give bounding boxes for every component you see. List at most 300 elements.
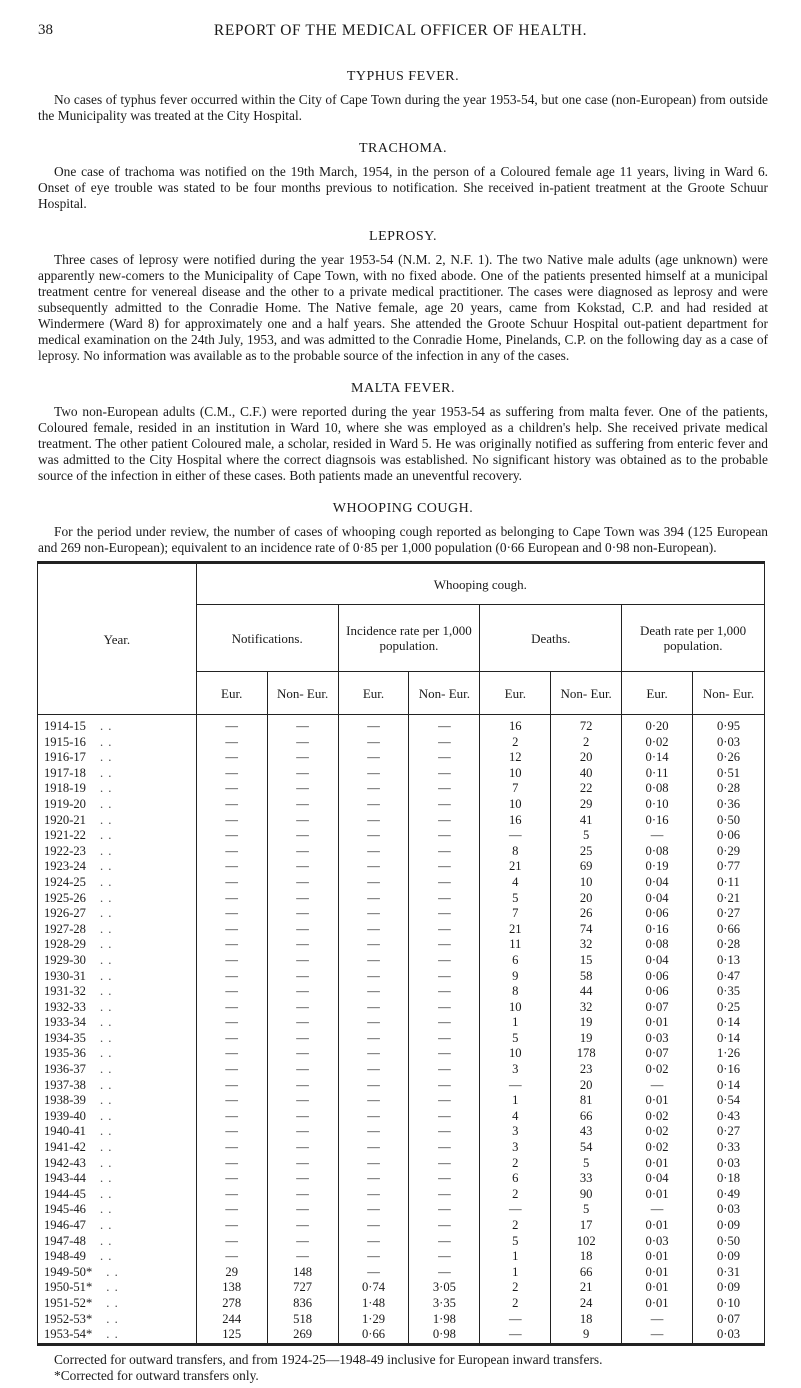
leader-dots: . . — [99, 1155, 113, 1170]
table-cell: 24 — [551, 1296, 622, 1312]
table-cell: — — [480, 1202, 551, 1218]
table-cell: — — [196, 953, 267, 969]
table-cell: — — [338, 984, 409, 1000]
table-cell: — — [267, 891, 338, 907]
table-cell: — — [196, 875, 267, 891]
table-row — [38, 937, 765, 953]
table-cell: 1·26 — [693, 1046, 765, 1062]
year-cell — [38, 1093, 197, 1109]
leader-dots: . . — [99, 984, 113, 999]
table-cell: — — [338, 922, 409, 938]
leader-dots: . . — [106, 1280, 119, 1295]
table-cell: 5 — [551, 828, 622, 844]
table-cell: — — [409, 1078, 480, 1094]
table-cell: — — [196, 781, 267, 797]
table-cell: — — [409, 1000, 480, 1016]
table-cell: — — [409, 891, 480, 907]
table-cell: — — [196, 750, 267, 766]
year-label: 1922-23 — [44, 843, 86, 858]
table-cell: 15 — [551, 953, 622, 969]
table-cell: 0·54 — [693, 1093, 765, 1109]
leader-dots: . . — [99, 1077, 113, 1092]
table-cell: 0·36 — [693, 797, 765, 813]
subheader-deathrate-eur: Eur. — [622, 672, 693, 715]
year-label: 1946-47 — [44, 1218, 86, 1232]
footnotes — [38, 1352, 768, 1384]
table-cell: 0·31 — [693, 1265, 765, 1281]
leader-dots: . . — [99, 1249, 113, 1264]
year-cell — [38, 859, 197, 875]
table-cell: — — [409, 1234, 480, 1250]
table-cell: — — [409, 828, 480, 844]
table-cell: 4 — [480, 875, 551, 891]
table-cell: — — [409, 953, 480, 969]
leader-dots: . . — [99, 1015, 113, 1030]
table-cell: 518 — [267, 1312, 338, 1328]
table-cell: 2 — [480, 1280, 551, 1296]
table-cell: — — [409, 797, 480, 813]
table-cell: 5 — [480, 1234, 551, 1250]
table-cell: 0·01 — [622, 1265, 693, 1281]
table-cell: 0·09 — [693, 1280, 765, 1296]
table-row — [38, 906, 765, 922]
leader-dots: . . — [99, 1218, 113, 1232]
leader-dots: . . — [99, 750, 113, 765]
table-cell: 26 — [551, 906, 622, 922]
table-cell: 21 — [480, 859, 551, 875]
table-cell: 44 — [551, 984, 622, 1000]
table-cell: — — [409, 1187, 480, 1203]
table-cell: — — [480, 828, 551, 844]
leader-dots: . . — [106, 1264, 119, 1279]
table-cell: — — [409, 1202, 480, 1218]
year-cell — [38, 1031, 197, 1047]
section-title: TYPHUS FEVER. — [346, 69, 460, 84]
table-cell: — — [480, 1327, 551, 1344]
table-row — [38, 1156, 765, 1172]
year-label: 1943-44 — [44, 1171, 86, 1186]
table-cell: — — [409, 969, 480, 985]
table-cell: — — [338, 859, 409, 875]
table-row — [38, 828, 765, 844]
table-row — [38, 1202, 765, 1218]
table-cell: 125 — [196, 1327, 267, 1344]
table-cell: 0·50 — [693, 1234, 765, 1250]
leader-dots: . . — [99, 734, 113, 749]
table-cell: — — [338, 750, 409, 766]
subheader-deathrate-non-eur: Non- Eur. — [693, 672, 765, 715]
year-cell — [38, 906, 197, 922]
year-cell — [38, 1046, 197, 1062]
table-row — [38, 1031, 765, 1047]
table-cell: — — [409, 1093, 480, 1109]
table-cell: 43 — [551, 1124, 622, 1140]
table-cell: — — [409, 1062, 480, 1078]
table-row — [38, 735, 765, 751]
year-cell — [38, 715, 197, 735]
page-header — [0, 22, 801, 46]
table-cell: 58 — [551, 969, 622, 985]
table-cell: 0·66 — [693, 922, 765, 938]
year-label: 1949-50* — [44, 1264, 93, 1279]
table-cell: 0·03 — [622, 1234, 693, 1250]
table-cell: — — [338, 1109, 409, 1125]
table-cell: — — [338, 1187, 409, 1203]
table-row — [38, 1093, 765, 1109]
table-cell: 1 — [480, 1249, 551, 1265]
table-cell: — — [338, 1031, 409, 1047]
table-cell: 0·14 — [693, 1015, 765, 1031]
table-row — [38, 1109, 765, 1125]
year-cell — [38, 1202, 197, 1218]
table-cell: — — [267, 859, 338, 875]
year-label: 1918-19 — [44, 781, 86, 796]
table-cell: 33 — [551, 1171, 622, 1187]
table-cell: 0·14 — [622, 750, 693, 766]
table-cell: — — [338, 1078, 409, 1094]
table-cell: 178 — [551, 1046, 622, 1062]
table-row — [38, 1218, 765, 1234]
year-cell — [38, 750, 197, 766]
table-row — [38, 1234, 765, 1250]
table-cell: — — [267, 969, 338, 985]
table-cell: — — [409, 844, 480, 860]
leader-dots: . . — [99, 1030, 113, 1045]
table-cell: 41 — [551, 813, 622, 829]
table-cell: — — [267, 1171, 338, 1187]
table-cell: — — [267, 1140, 338, 1156]
table-cell: 5 — [551, 1202, 622, 1218]
table-cell: — — [480, 1312, 551, 1328]
leader-dots: . . — [99, 1202, 113, 1217]
table-cell: 0·20 — [622, 715, 693, 735]
table-cell: 3 — [480, 1062, 551, 1078]
table-cell: 0·01 — [622, 1156, 693, 1172]
table-cell: 32 — [551, 1000, 622, 1016]
leader-dots: . . — [99, 937, 113, 952]
table-cell: 0·27 — [693, 1124, 765, 1140]
table-cell: — — [338, 1171, 409, 1187]
table-cell: 16 — [480, 813, 551, 829]
year-cell — [38, 953, 197, 969]
table-title: Whooping cough. — [196, 563, 764, 605]
table-cell: 0·29 — [693, 844, 765, 860]
year-label: 1930-31 — [44, 968, 86, 983]
table-cell: 0·02 — [622, 1062, 693, 1078]
table-cell: — — [267, 750, 338, 766]
table-row — [38, 766, 765, 782]
table-cell: 0·02 — [622, 1124, 693, 1140]
table-cell: — — [409, 735, 480, 751]
year-label: 1928-29 — [44, 937, 86, 952]
table-cell: — — [267, 797, 338, 813]
year-cell — [38, 1218, 197, 1234]
table-cell: — — [338, 1140, 409, 1156]
table-cell: — — [267, 1218, 338, 1234]
leader-dots: . . — [99, 843, 113, 858]
table-cell: 0·01 — [622, 1093, 693, 1109]
table-cell: 6 — [480, 953, 551, 969]
table-cell: — — [267, 922, 338, 938]
table-cell: 3 — [480, 1124, 551, 1140]
table-cell: — — [338, 1124, 409, 1140]
table-cell: 0·07 — [693, 1312, 765, 1328]
table-cell: — — [338, 828, 409, 844]
table-cell: — — [409, 750, 480, 766]
table-cell: — — [409, 1171, 480, 1187]
table-cell: 29 — [196, 1265, 267, 1281]
leader-dots: . . — [99, 952, 113, 967]
section-paragraph: Three cases of leprosy were notified during the year 1953-54 (N.M. 2, N.F. 1). The two Native male adults (age unknown) were apparently new-comers to the Municipality of Cape Town, with no fixed abode. One of the patients presented himself at a municipal treatment centre for venereal disease and the other to a private medical practitioner. The cases were diagnosed as leprosy and were subsequently admitted to the Conradie Home. The Native female, age 20 years, came from Kokstad, C.P. and had resided at Windermere (Ward 8) for approximately one and a half years. She attended the Groote Schuur Hospital out-patient department for medical examination on the 24th July, 1953, and was admitted to the Conradie Home, Pinelands, C.P. on the following day as a case of leprosy. No information was available as to the probable source of the infection in any of the cases. — [38, 252, 768, 363]
year-label: 1936-37 — [44, 1062, 86, 1077]
table-cell: 0·16 — [622, 922, 693, 938]
table-cell: — — [338, 937, 409, 953]
table-cell: 0·02 — [622, 1140, 693, 1156]
table-cell: 69 — [551, 859, 622, 875]
table-cell: — — [267, 1202, 338, 1218]
table-row — [38, 875, 765, 891]
year-cell — [38, 1280, 197, 1296]
table-cell: 0·28 — [693, 937, 765, 953]
table-cell: — — [196, 1031, 267, 1047]
table-cell: 0·51 — [693, 766, 765, 782]
table-cell: 0·10 — [693, 1296, 765, 1312]
table-cell: — — [338, 1093, 409, 1109]
table-cell: — — [338, 1265, 409, 1281]
year-cell — [38, 1140, 197, 1156]
table-cell: 1·48 — [338, 1296, 409, 1312]
table-cell: 0·49 — [693, 1187, 765, 1203]
table-cell: — — [338, 735, 409, 751]
table-cell: — — [196, 969, 267, 985]
table-cell: 0·07 — [622, 1046, 693, 1062]
leader-dots: . . — [99, 1093, 113, 1108]
year-cell — [38, 891, 197, 907]
table-cell: 2 — [480, 1156, 551, 1172]
table-row — [38, 781, 765, 797]
table-cell: 0·01 — [622, 1280, 693, 1296]
table-row — [38, 813, 765, 829]
table-cell: 0·66 — [338, 1327, 409, 1344]
table-cell: 0·35 — [693, 984, 765, 1000]
table-cell: 0·16 — [622, 813, 693, 829]
table-cell: 0·07 — [622, 1000, 693, 1016]
table-cell: — — [267, 1234, 338, 1250]
year-label: 1938-39 — [44, 1093, 86, 1108]
table-cell: 6 — [480, 1171, 551, 1187]
table-cell: — — [196, 1140, 267, 1156]
table-cell: 2 — [480, 1187, 551, 1203]
leader-dots: . . — [99, 1124, 113, 1139]
table-cell: — — [196, 715, 267, 735]
table-cell: 0·08 — [622, 844, 693, 860]
section-title: TRACHOMA. — [358, 141, 448, 156]
table-cell: — — [267, 828, 338, 844]
table-cell: 81 — [551, 1093, 622, 1109]
year-cell — [38, 1109, 197, 1125]
footnote: *Corrected for outward transfers only. — [54, 1367, 259, 1383]
year-label: 1929-30 — [44, 952, 86, 967]
table-cell: 7 — [480, 906, 551, 922]
table-cell: — — [338, 797, 409, 813]
table-cell: — — [409, 1140, 480, 1156]
table-cell: 0·74 — [338, 1280, 409, 1296]
section-title: MALTA FEVER. — [351, 381, 455, 396]
year-cell — [38, 1187, 197, 1203]
table-cell: 0·03 — [693, 1327, 765, 1344]
table-row — [38, 1062, 765, 1078]
table-cell: — — [338, 1156, 409, 1172]
table-cell: 727 — [267, 1280, 338, 1296]
table-cell: 0·95 — [693, 715, 765, 735]
table-cell: 0·21 — [693, 891, 765, 907]
table-cell: — — [267, 1031, 338, 1047]
table-cell: 0·06 — [622, 906, 693, 922]
table-cell: — — [338, 1046, 409, 1062]
table-cell: 0·08 — [622, 781, 693, 797]
table-row — [38, 984, 765, 1000]
table-cell: — — [409, 1218, 480, 1234]
table-cell: — — [409, 813, 480, 829]
leader-dots: . . — [99, 874, 113, 889]
table-cell: 22 — [551, 781, 622, 797]
table-row — [38, 891, 765, 907]
table-cell: — — [409, 1156, 480, 1172]
table-cell: 0·47 — [693, 969, 765, 985]
table-row — [38, 859, 765, 875]
table-row — [38, 715, 765, 735]
table-cell: 0·03 — [693, 1202, 765, 1218]
table-row — [38, 969, 765, 985]
year-label: 1921-22 — [44, 828, 86, 843]
section-paragraph: No cases of typhus fever occurred within the City of Cape Town during the year 1953-54, but one case (non-European) from outside the Municipality was treated at the City Hospital. — [38, 92, 768, 123]
table-cell: 25 — [551, 844, 622, 860]
table-cell: — — [409, 1109, 480, 1125]
year-cell — [38, 1000, 197, 1016]
table-cell: — — [338, 715, 409, 735]
table-cell: — — [409, 1046, 480, 1062]
leader-dots: . . — [99, 859, 113, 874]
table-cell: 1 — [480, 1093, 551, 1109]
table-body — [38, 715, 765, 1345]
table-row — [38, 1265, 765, 1281]
year-label: 1953-54* — [44, 1327, 93, 1342]
table-cell: 0·43 — [693, 1109, 765, 1125]
table-cell: 23 — [551, 1062, 622, 1078]
table-cell: 72 — [551, 715, 622, 735]
table-cell: — — [267, 1124, 338, 1140]
table-cell: 269 — [267, 1327, 338, 1344]
table-cell: 0·06 — [622, 984, 693, 1000]
table-cell: — — [196, 906, 267, 922]
table-cell: 0·13 — [693, 953, 765, 969]
table-cell: 0·98 — [409, 1327, 480, 1344]
table-cell: 0·33 — [693, 1140, 765, 1156]
table-cell: 10 — [480, 766, 551, 782]
group-header-deaths: Deaths. — [480, 605, 622, 672]
table-cell: — — [196, 1046, 267, 1062]
table-cell: 8 — [480, 984, 551, 1000]
section-paragraph: One case of trachoma was notified on the 19th March, 1954, in the person of a Coloured female age 11 years, living in Ward 6. Onset of eye trouble was stated to be four months previous to notification. She received in-patient treatment at the Groote Schuur Hospital. — [38, 164, 768, 211]
year-label: 1947-48 — [44, 1233, 86, 1248]
subheader-notif-eur: Eur. — [196, 672, 267, 715]
table-cell: — — [338, 1249, 409, 1265]
table-cell: — — [196, 922, 267, 938]
year-cell — [38, 735, 197, 751]
table-cell: — — [196, 813, 267, 829]
leader-dots: . . — [99, 1171, 113, 1186]
year-label: 1919-20 — [44, 796, 86, 811]
table-cell: — — [622, 1327, 693, 1344]
table-cell: 0·01 — [622, 1015, 693, 1031]
table-cell: 102 — [551, 1234, 622, 1250]
table-cell: — — [196, 1078, 267, 1094]
table-cell: 0·01 — [622, 1187, 693, 1203]
table-cell: 21 — [480, 922, 551, 938]
year-cell — [38, 1234, 197, 1250]
table-cell: — — [196, 1015, 267, 1031]
table-cell: 18 — [551, 1249, 622, 1265]
table-cell: 19 — [551, 1015, 622, 1031]
table-cell: — — [338, 1015, 409, 1031]
year-label: 1927-28 — [44, 921, 86, 936]
table-cell: 0·01 — [622, 1218, 693, 1234]
table-cell: — — [409, 1015, 480, 1031]
table-cell: — — [338, 953, 409, 969]
table-row — [38, 750, 765, 766]
table-cell: — — [196, 1187, 267, 1203]
year-label: 1932-33 — [44, 999, 86, 1014]
year-label: 1925-26 — [44, 890, 86, 905]
table-cell: — — [267, 1062, 338, 1078]
table-cell: — — [409, 1124, 480, 1140]
table-cell: — — [409, 781, 480, 797]
table-cell: 0·04 — [622, 953, 693, 969]
table-cell: — — [196, 1171, 267, 1187]
table-cell: — — [196, 937, 267, 953]
table-cell: 3·05 — [409, 1280, 480, 1296]
subheader-notif-non-eur: Non- Eur. — [267, 672, 338, 715]
year-label: 1916-17 — [44, 750, 86, 765]
year-label: 1923-24 — [44, 859, 86, 874]
table-cell: — — [338, 1202, 409, 1218]
year-label: 1939-40 — [44, 1108, 86, 1123]
table-cell: — — [409, 766, 480, 782]
year-label: 1920-21 — [44, 812, 86, 827]
table-cell: — — [267, 1249, 338, 1265]
table-cell: 66 — [551, 1109, 622, 1125]
table-cell: — — [267, 715, 338, 735]
leader-dots: . . — [99, 765, 113, 780]
table-cell: 148 — [267, 1265, 338, 1281]
year-cell — [38, 797, 197, 813]
table-cell: — — [196, 1109, 267, 1125]
whooping-cough-table — [37, 561, 765, 1346]
table-cell: — — [267, 781, 338, 797]
table-cell: 1 — [480, 1265, 551, 1281]
table-cell: — — [196, 1124, 267, 1140]
table-cell: — — [267, 1187, 338, 1203]
subheader-incidence-non-eur: Non- Eur. — [409, 672, 480, 715]
table-row — [38, 1249, 765, 1265]
year-label: 1942-43 — [44, 1155, 86, 1170]
table-cell: 278 — [196, 1296, 267, 1312]
table-cell: 10 — [480, 1000, 551, 1016]
section-paragraph: For the period under review, the number of cases of whooping cough reported as belonging to Cape Town was 394 (125 European and 269 non-European); equivalent to an incidence rate of 0·85 per 1,000 population (0·66 European and 0·98 non-European). — [38, 524, 768, 555]
table-cell: 1·98 — [409, 1312, 480, 1328]
year-label: 1944-45 — [44, 1186, 86, 1201]
table-cell: 0·04 — [622, 1171, 693, 1187]
